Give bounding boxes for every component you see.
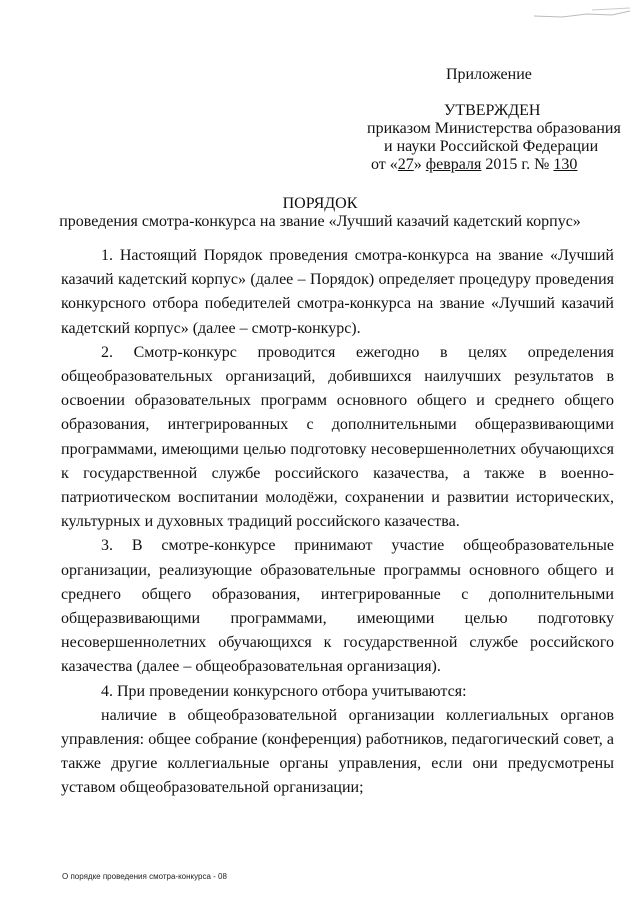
paragraph-1: 1. Настоящий Порядок проведения смотра-конкурса на звание «Лучший казачий кадетский корпус» (далее – Порядок) определяет процедуру проведения конкурсного отбора победителей смотра-конкурса на звание «Лучший казачий кадетский корпус» (далее – смотр-конкурс). [61, 247, 614, 337]
order-number: 130 [553, 156, 578, 173]
document-title: ПОРЯДОК [282, 195, 358, 212]
date-month: февраля [425, 156, 482, 173]
scan-artifact [532, 6, 632, 22]
paragraph-4: 4. При проведении конкурсного отбора учитываются: [101, 682, 467, 700]
appendix-label: Приложение [446, 66, 532, 83]
date-year: 2015 г. № [481, 156, 554, 173]
date-day: 27 [397, 156, 414, 173]
approved-label: УТВЕРЖДЕН [444, 102, 541, 119]
approval-order-line: приказом Министерства образования [367, 120, 621, 137]
approval-date-line [371, 156, 577, 174]
date-mid: » [413, 156, 426, 173]
document-body [61, 244, 614, 801]
date-prefix: от « [371, 156, 398, 173]
approval-ministry-line: и науки Российской Федерации [384, 138, 599, 155]
page-footer: О порядке проведения смотра-конкурса - 08 [62, 872, 227, 881]
paragraph-4-item-1: наличие в общеобразовательной организации коллегиальных органов управления: общее собрание (конференция) работников, педагогический совет, а также другие коллегиальные органы управления, если они предусмотрены уставом общеобразовательной организации; [61, 706, 614, 797]
document-subtitle: проведения смотра-конкурса на звание «Лучший казачий кадетский корпус» [59, 213, 581, 230]
paragraph-3: 3. В смотре-конкурсе принимают участие общеобразовательные организации, реализующие образовательные программы основного общего и среднего общего образования, интегрированные с дополнительными общеразвивающими программами, имеющими целью подготовку несовершеннолетних обучающихся к государственной службе российского казачества (далее – общеобразовательная организация). [61, 537, 614, 676]
paragraph-2: 2. Смотр-конкурс проводится ежегодно в целях определения общеобразовательных организаций, добившихся наилучших результатов в освоении образовательных программ основного общего и среднего общего образования, интегрированных с дополнительными общеразвивающими программами, имеющими целью подготовку несовершеннолетних обучающихся к государственной службе российского казачества, а также в военно-патриотическом воспитании молодёжи, сохранении и развитии исторических, культурных и духовных традиций российского казачества. [61, 343, 614, 531]
